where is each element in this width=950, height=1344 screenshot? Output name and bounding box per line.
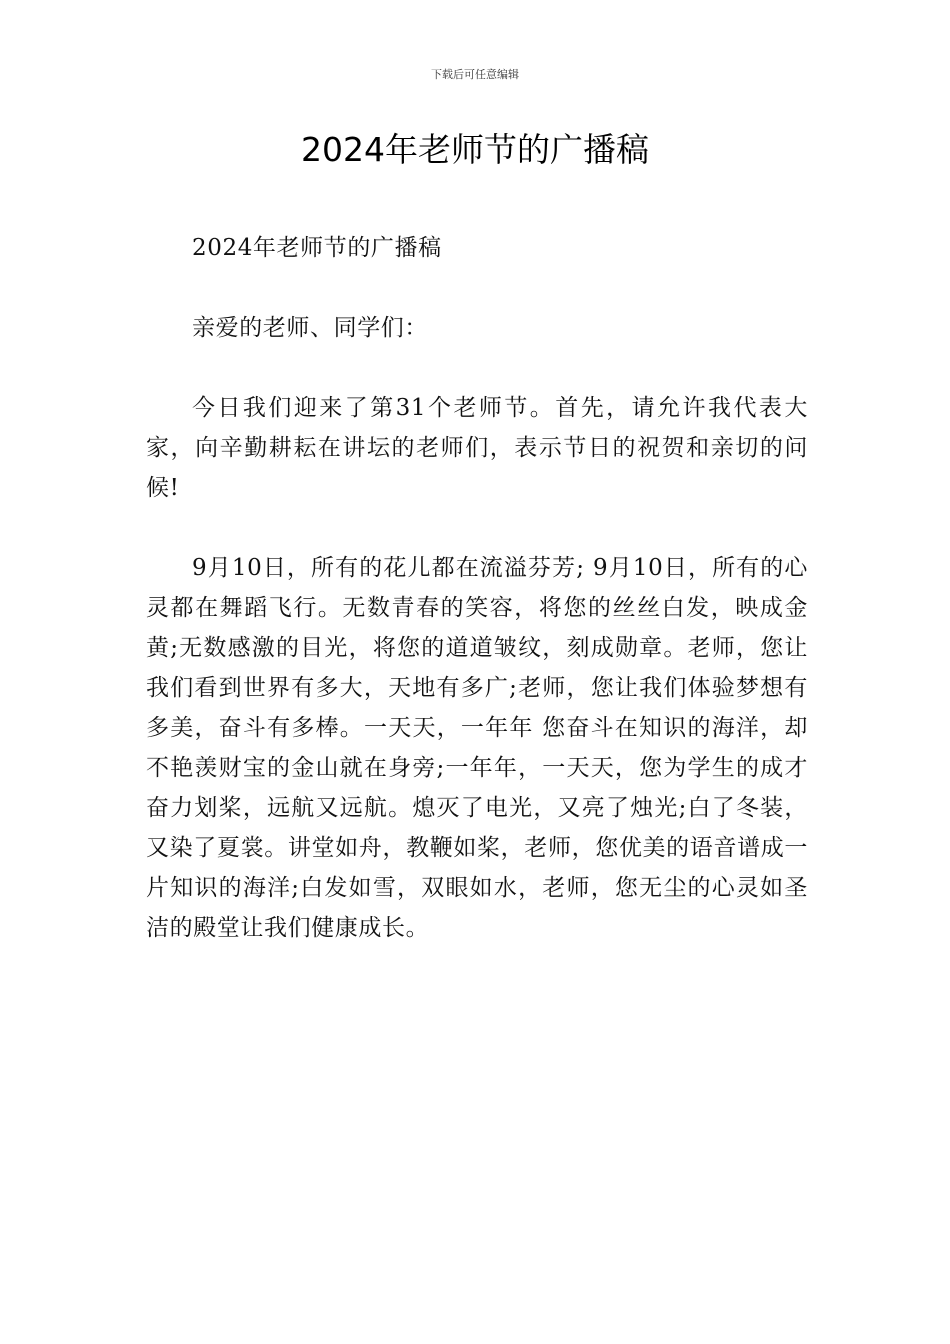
document-title: 2024年老师节的广播稿 (301, 130, 649, 169)
greeting-paragraph: 亲爱的老师、同学们： (192, 315, 428, 341)
subtitle-paragraph: 2024年老师节的广播稿 (192, 235, 442, 261)
header-note: 下载后可任意编辑 (431, 68, 519, 81)
main-paragraph: 9月10日，所有的花儿都在流溢芬芳; 9月10日，所有的心灵都在舞蹈飞行。无数青春的笑容，将您的丝丝白发，映成金黄;无数感激的目光，将您的道道皱纹，刻成勋章。老师，您让我们看到世界有多大，天地有多广;老师，您让我们体验梦想有多美，奋斗有多棒。一天天，一年年 您奋斗在知识的海洋，却不艳羡财宝的金山就在身旁;一年年，一天天，您为学生的成才奋力划桨，远航又远航。熄灭了电光，又亮了烛光;白了冬装，又染了夏裳。讲堂如舟，教鞭如桨，老师，您优美的语音谱成一片知识的海洋;白发如雪，双眼如水，老师，您无尘的心灵如圣洁的殿堂让我们健康成长。 (146, 555, 808, 941)
document-body (146, 228, 808, 988)
intro-paragraph: 今日我们迎来了第31个老师节。首先，请允许我代表大家，向辛勤耕耘在讲坛的老师们，表示节日的祝贺和亲切的问候! (146, 395, 808, 501)
